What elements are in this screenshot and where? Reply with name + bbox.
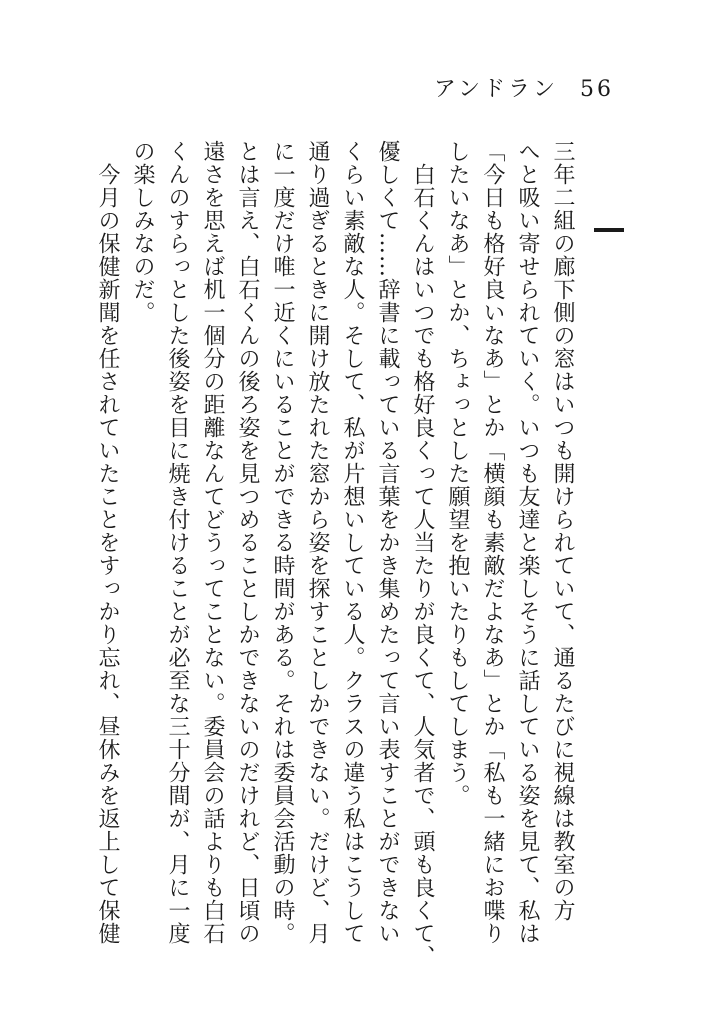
text-line: 三年二組の廊下側の窓はいつも開けられていて、通るたびに視線は教室の方: [550, 140, 575, 922]
text-line: の楽しみなのだ。: [130, 140, 155, 324]
body-text: [95, 140, 580, 968]
text-line: したいなあ」とか、ちょっとした願望を抱いたりもしてしまう。: [445, 140, 470, 807]
chapter-number-text: [0, 0, 1, 1]
text-line: へと吸い寄せられていく。いつも友達と楽しそうに話している姿を見て、私は: [515, 140, 540, 945]
running-header: [434, 72, 614, 103]
text-line: 白石くんはいつでも格好良くって人当たりが良くて、人気者で、頭も良くて、: [410, 140, 435, 968]
page-number: 56: [580, 77, 614, 102]
text-line: 通り過ぎるときに開け放たれた窓から姿を探すことしかできない。だけど、月: [305, 140, 330, 945]
chapter-number-mark: [594, 228, 624, 232]
text-line: とは言え、白石くんの後ろ姿を見つめることしかできないのだけれど、日頃の: [235, 140, 260, 945]
text-line: 「今日も格好良いなあ」とか「横顔も素敵だよなあ」とか「私も一緒にお喋り: [480, 140, 505, 945]
text-line: 遠さを思えば机一個分の距離なんてどうってことない。委員会の話よりも白石: [200, 140, 225, 945]
text-line: 優しくて……辞書に載っている言葉をかき集めたって言い表すことができない: [375, 140, 400, 945]
text-line: くんのすらっとした後姿を目に焼き付けることが必至な三十分間が、月に一度: [165, 140, 190, 945]
text-line: くらい素敵な人。そして、私が片想いしている人。クラスの違う私はこうして: [340, 140, 365, 945]
text-line: 今月の保健新聞を任されていたことをすっかり忘れ、昼休みを返上して保健: [95, 140, 120, 945]
text-line: に一度だけ唯一近くにいることができる時間がある。それは委員会活動の時。: [270, 140, 295, 945]
book-title: アンドラン: [433, 77, 558, 102]
